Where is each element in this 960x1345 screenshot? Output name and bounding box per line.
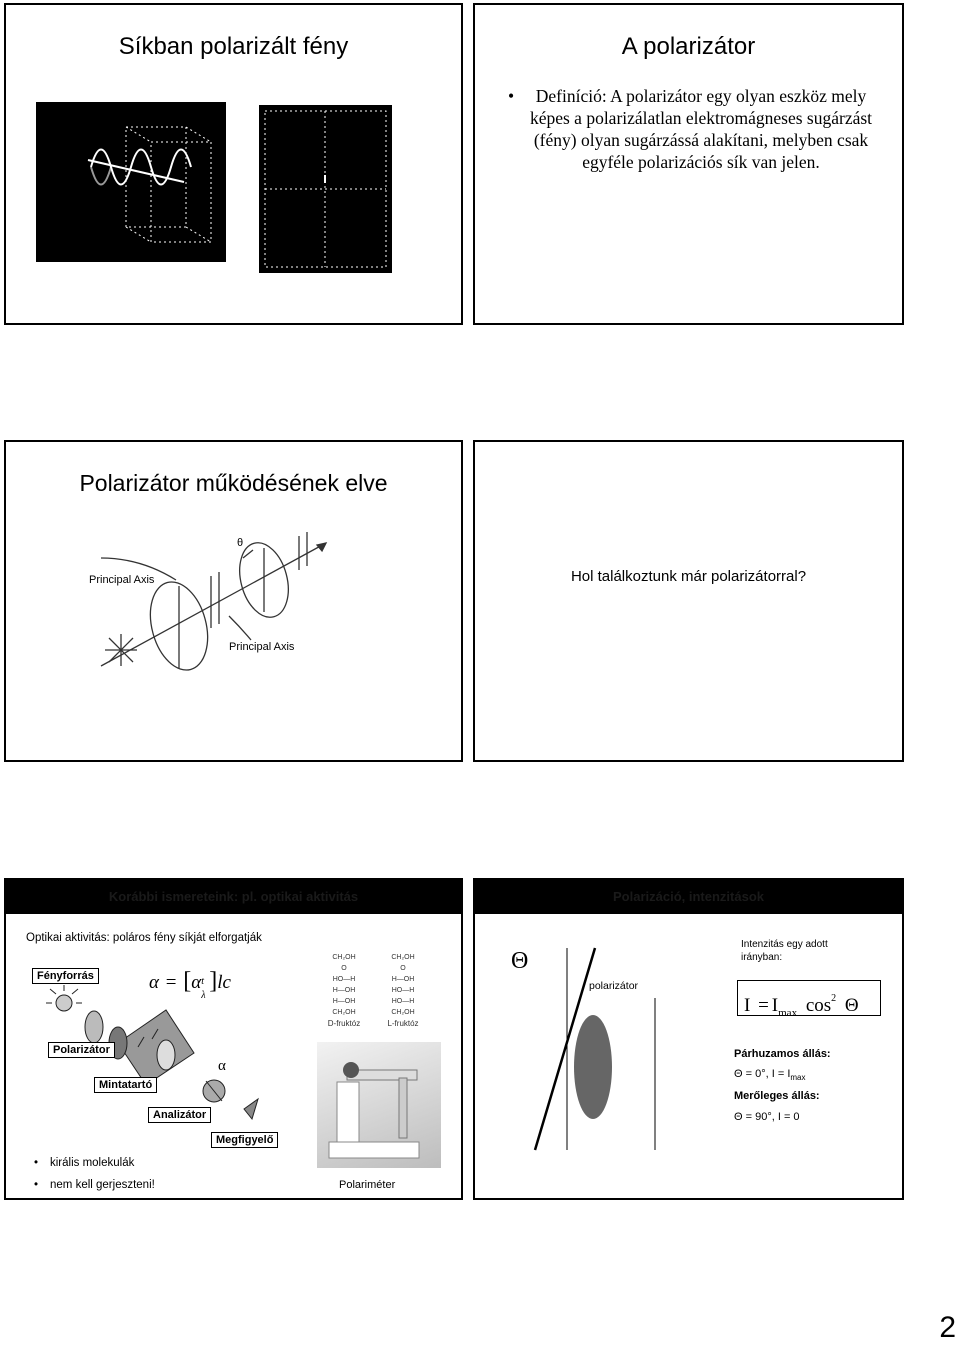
slide-plane-polarized-light [4,3,463,325]
principal-axis-label-2: Principal Axis [229,641,295,653]
chiral-notes [34,1152,155,1196]
slide-title: A polarizátor [621,33,756,60]
theta-label: θ [237,537,244,549]
malus-law-formula: $I = I_{max}$ $\cos^2 \Theta$ [737,980,881,1016]
slide-title: Korábbi ismereteink: pl. optikai aktivitás [6,880,461,914]
perpendicular-value: Θ = 90°, I = 0 [734,1111,800,1123]
polarized-wave-figure [36,102,226,262]
intensity-text: Intenzitás egy adott irányban: [741,939,828,963]
slide-optical-activity [4,878,463,1200]
d-fructose-label: D-fruktóz [327,1019,361,1028]
polarizer-principle-diagram [81,528,381,688]
sample-holder-label: Mintatartó [94,1077,157,1093]
slide-title: Polarizáció, intenzitások [475,880,902,914]
slide-polarizer-principle [4,440,463,762]
polarizer-label: Polarizátor [48,1042,115,1058]
slide-title: Síkban polarizált fény [118,33,349,60]
note-item: • királis molekulák [34,1152,155,1174]
rotation-formula: α = [α t λ ]lc [149,968,231,1001]
polarimeter-caption: Polariméter [339,1179,396,1191]
parallel-title: Párhuzamos állás: [734,1048,831,1060]
d-fructose-structure: CH₂OH O HO—H H—OH H—OH CH₂OH D-fruktóz [321,952,367,1029]
slide-where-polarizer [473,440,904,762]
principle-drawing [81,528,381,688]
perpendicular-title: Merőleges állás: [734,1090,820,1102]
analyzer-angle-label: α [218,1058,226,1074]
analyzer-label: Analizátor [148,1107,211,1123]
polarimeter-setup-drawing [26,985,286,1155]
l-fructose-label: L-fruktóz [387,1019,419,1028]
polarimeter-photo [317,1042,441,1168]
definition-bullet: • Definíció: A polarizátor egy olyan eszköz mely képes a polarizálatlan elektromágneses sugárzást (fény) olyan sugárzássá alakítani, melyben csak egyféle polarizációs sík van jelen. [508,85,878,173]
polarizer-label: polarizátor [589,980,639,992]
page-number: 2 [939,1311,956,1344]
principal-axis-label-1: Principal Axis [89,574,155,586]
polarizer-angle-diagram [505,940,695,1160]
l-fructose-structure: CH₂OH O H—OH HO—H HO—H CH₂OH L-fruktóz [380,952,426,1029]
slide-title: Polarizátor működésének elve [79,470,388,496]
definition-list [508,85,878,173]
observer-label: Megfigyelő [211,1132,278,1148]
subtitle: Optikai aktivitás: poláros fény síkját elforgatják [26,932,262,944]
parallel-value: Θ = 0°, $I = I_{max}$ [734,1068,806,1082]
theta-symbol: Θ [511,948,529,974]
question-text: Hol találkoztunk már polarizátorral? [570,568,807,585]
polarization-plane-view [259,105,392,273]
light-source-label: Fényforrás [32,968,99,984]
note-item: • nem kell gerjeszteni! [34,1174,155,1196]
slide-polarization-intensities [473,878,904,1200]
slide-polarizer [473,3,904,325]
